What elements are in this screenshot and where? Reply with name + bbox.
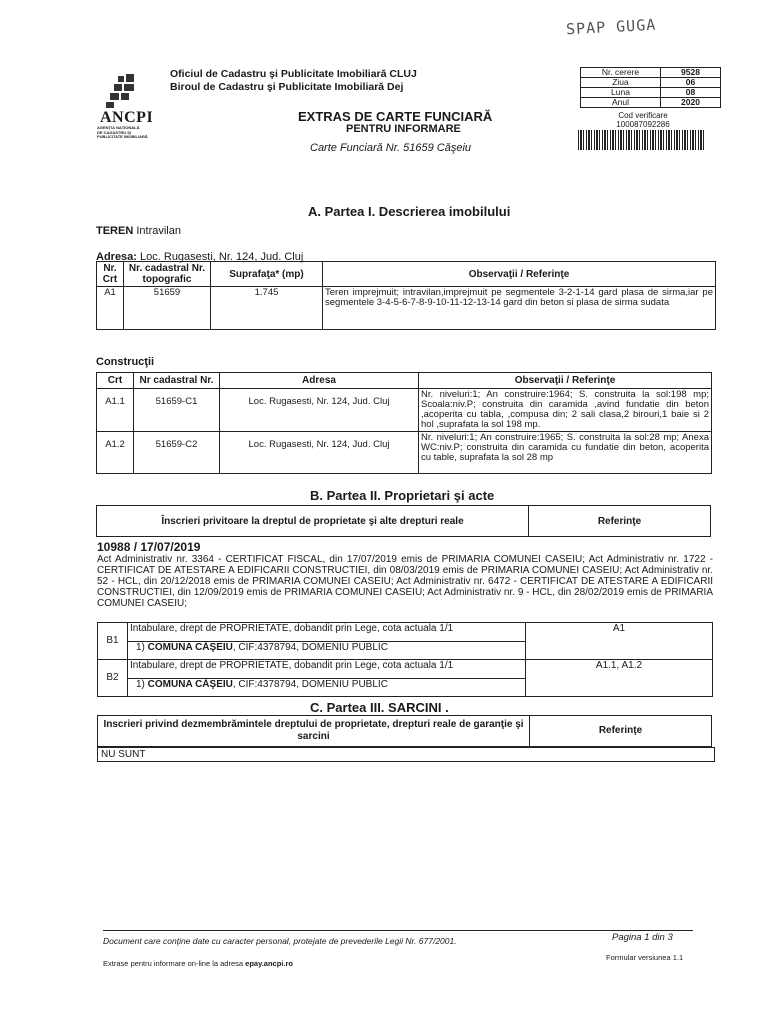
constructii-title: Construcţii — [96, 356, 155, 368]
request-value: 08 — [661, 88, 721, 98]
part-c-body: NU SUNT — [97, 747, 715, 762]
cell-obs: Teren imprejmuit; intravilan,imprejmuit pe segmentele 3-2-1-14 gard plasa de sirma,iar pe segmentele 3-4-5-6-7-8-9-10-11-12-13-14 gard din beton si plasa de sirma sudata — [323, 287, 716, 330]
table-row — [97, 432, 712, 474]
table-row — [98, 660, 713, 679]
request-row — [581, 88, 721, 98]
document-subtitle: PENTRU INFORMARE — [346, 123, 461, 135]
verification-code: Cod verificare 100087092286 — [616, 111, 670, 129]
entry-text: Act Administrativ nr. 3364 - CERTIFICAT FISCAL, din 17/07/2019 emis de PRIMARIA COMUNEI CASEIU; Act Administrativ nr. 1722 - CERTIFICAT DE ATESTARE A EDIFICARII CONSTRUCTIEI, din 08/03/2019 emis de PRIMARIA COMUNEI CASEIU; Act Administrativ nr. 52 - HCL, din 20/12/2018 emis de PRIMARIA COMUNEI CASEIU; Act Administrativ nr. 6472 - CERTIFICAT DE ATESTARE A EDIFICARII CONSTRUCTIEI, din 12/09/2019 emis de PRIMARIA COMUNEI CASEIU; Act Administrativ nr. 9 - HCL, din 28/02/2019 emis de PRIMARIA COMUNEI CASEIU; — [97, 554, 713, 609]
cell-adresa: Loc. Rugasesti, Nr. 124, Jud. Cluj — [220, 432, 419, 474]
cell-adresa: Loc. Rugasesti, Nr. 124, Jud. Cluj — [220, 389, 419, 432]
cell-owner: 1) COMUNA CĂŞEIU, CIF:4378794, DOMENIU PUBLIC — [128, 641, 526, 660]
cell-id: B1 — [98, 623, 128, 660]
page-number: Pagina 1 din 3 — [612, 932, 673, 943]
part-c-header — [97, 715, 712, 747]
request-row — [581, 78, 721, 88]
adresa-line: Adresa: Loc. Rugasesti, Nr. 124, Jud. Cluj — [96, 251, 304, 263]
table-row — [97, 287, 716, 330]
header-inscrieri: Înscrieri privitoare la dreptul de proprietate şi alte drepturi reale — [97, 506, 529, 537]
request-key: Anul — [581, 98, 661, 108]
part-b-entry — [97, 541, 713, 609]
cf-number: Carte Funciară Nr. 51659 Căşeiu — [310, 142, 472, 154]
header-inscrieri: Inscrieri privind dezmembrămintele dreptului de proprietate, drepturi reale de garanţie şi sarcini — [98, 716, 530, 747]
col-suprafata: Suprafaţa* (mp) — [211, 262, 323, 287]
online-note: Extrase pentru informare on-line la adresa epay.ancpi.ro — [103, 959, 293, 968]
header-referinte: Referinţe — [529, 506, 711, 537]
cell-obs: Nr. niveluri:1; An construire:1964; S. construita la sol:198 mp; Scoala:niv.P; construita din caramida ,avind fundatie din beton ,acoperita cu tabla, ,compusa din; 2 sali clasa,2 birouri,1 baie si 2 hol ,suprafata la sol 198 mp. — [419, 389, 712, 432]
entry-id: 10988 / 17/07/2019 — [97, 540, 201, 554]
cell-ref: A1 — [526, 623, 713, 660]
cell-ref: A1.1, A1.2 — [526, 660, 713, 697]
cell-text: Intabulare, drept de PROPRIETATE, dobandit prin Lege, cota actuala 1/1 — [128, 623, 526, 642]
handwritten-note: SPAP GUGA — [565, 15, 657, 39]
cell-crt: A1.2 — [97, 432, 134, 474]
cell-owner: 1) COMUNA CĂŞEIU, CIF:4378794, DOMENIU PUBLIC — [128, 678, 526, 697]
cell-crt: A1.1 — [97, 389, 134, 432]
form-version: Formular versiunea 1.1 — [606, 953, 684, 962]
cell-crt: A1 — [97, 287, 124, 330]
col-crt: Crt — [97, 373, 134, 389]
cell-cad: 51659-C1 — [134, 389, 220, 432]
part-b-header — [96, 505, 711, 537]
teren-table — [96, 261, 716, 330]
part-c-title: C. Partea III. SARCINI . — [310, 700, 449, 715]
table-row — [98, 623, 713, 642]
col-observatii: Observaţii / Referinţe — [419, 373, 712, 389]
document-title: EXTRAS DE CARTE FUNCIARĂ — [298, 109, 493, 124]
office-header: Oficiul de Cadastru şi Publicitate Imobiliară CLUJ Biroul de Cadastru şi Publicitate Imobiliară Dej — [170, 68, 417, 93]
teren-line: TEREN Intravilan — [96, 225, 181, 237]
footer-divider — [103, 930, 693, 931]
constructii-table — [96, 372, 712, 474]
logo-name: ANCPI — [100, 109, 154, 126]
cell-cad: 51659-C2 — [134, 432, 220, 474]
table-row — [97, 389, 712, 432]
request-table — [580, 67, 721, 108]
request-value: 2020 — [661, 98, 721, 108]
col-nr-crt: Nr. Crt — [97, 262, 124, 287]
col-adresa: Adresa — [220, 373, 419, 389]
request-value: 9528 — [661, 68, 721, 78]
part-b-title: B. Partea II. Proprietari şi acte — [310, 488, 495, 503]
request-row — [581, 98, 721, 108]
cell-supr: 1.745 — [211, 287, 323, 330]
col-observatii: Observaţii / Referinţe — [323, 262, 716, 287]
cell-text: Intabulare, drept de PROPRIETATE, dobandit prin Lege, cota actuala 1/1 — [128, 660, 526, 679]
part-b-items — [97, 622, 713, 697]
header-referinte: Referinţe — [530, 716, 712, 747]
request-value: 06 — [661, 78, 721, 88]
cell-id: B2 — [98, 660, 128, 697]
col-nr-cadastral: Nr cadastral Nr. — [134, 373, 220, 389]
request-key: Nr. cerere — [581, 68, 661, 78]
personal-data-note: Document care conţine date cu caracter personal, protejate de prevederile Legii Nr. 677/2001. — [103, 936, 457, 946]
request-row — [581, 68, 721, 78]
request-key: Ziua — [581, 78, 661, 88]
part-a-title: A. Partea I. Descrierea imobilului — [308, 204, 511, 219]
logo-subtitle: AGENȚIA NAȚIONALĂ DE CADASTRU ȘI PUBLICITATE IMOBILIARĂ — [97, 125, 148, 139]
col-nr-cadastral: Nr. cadastral Nr. topografic — [124, 262, 211, 287]
barcode — [578, 130, 704, 150]
cell-cad: 51659 — [124, 287, 211, 330]
request-key: Luna — [581, 88, 661, 98]
cell-obs: Nr. niveluri:1; An construire:1965; S. construita la sol:28 mp; Anexa WC:niv.P; construita din caramida cu fundatie din beton, acoperita cu table, suprafata la sol 28 mp — [419, 432, 712, 474]
